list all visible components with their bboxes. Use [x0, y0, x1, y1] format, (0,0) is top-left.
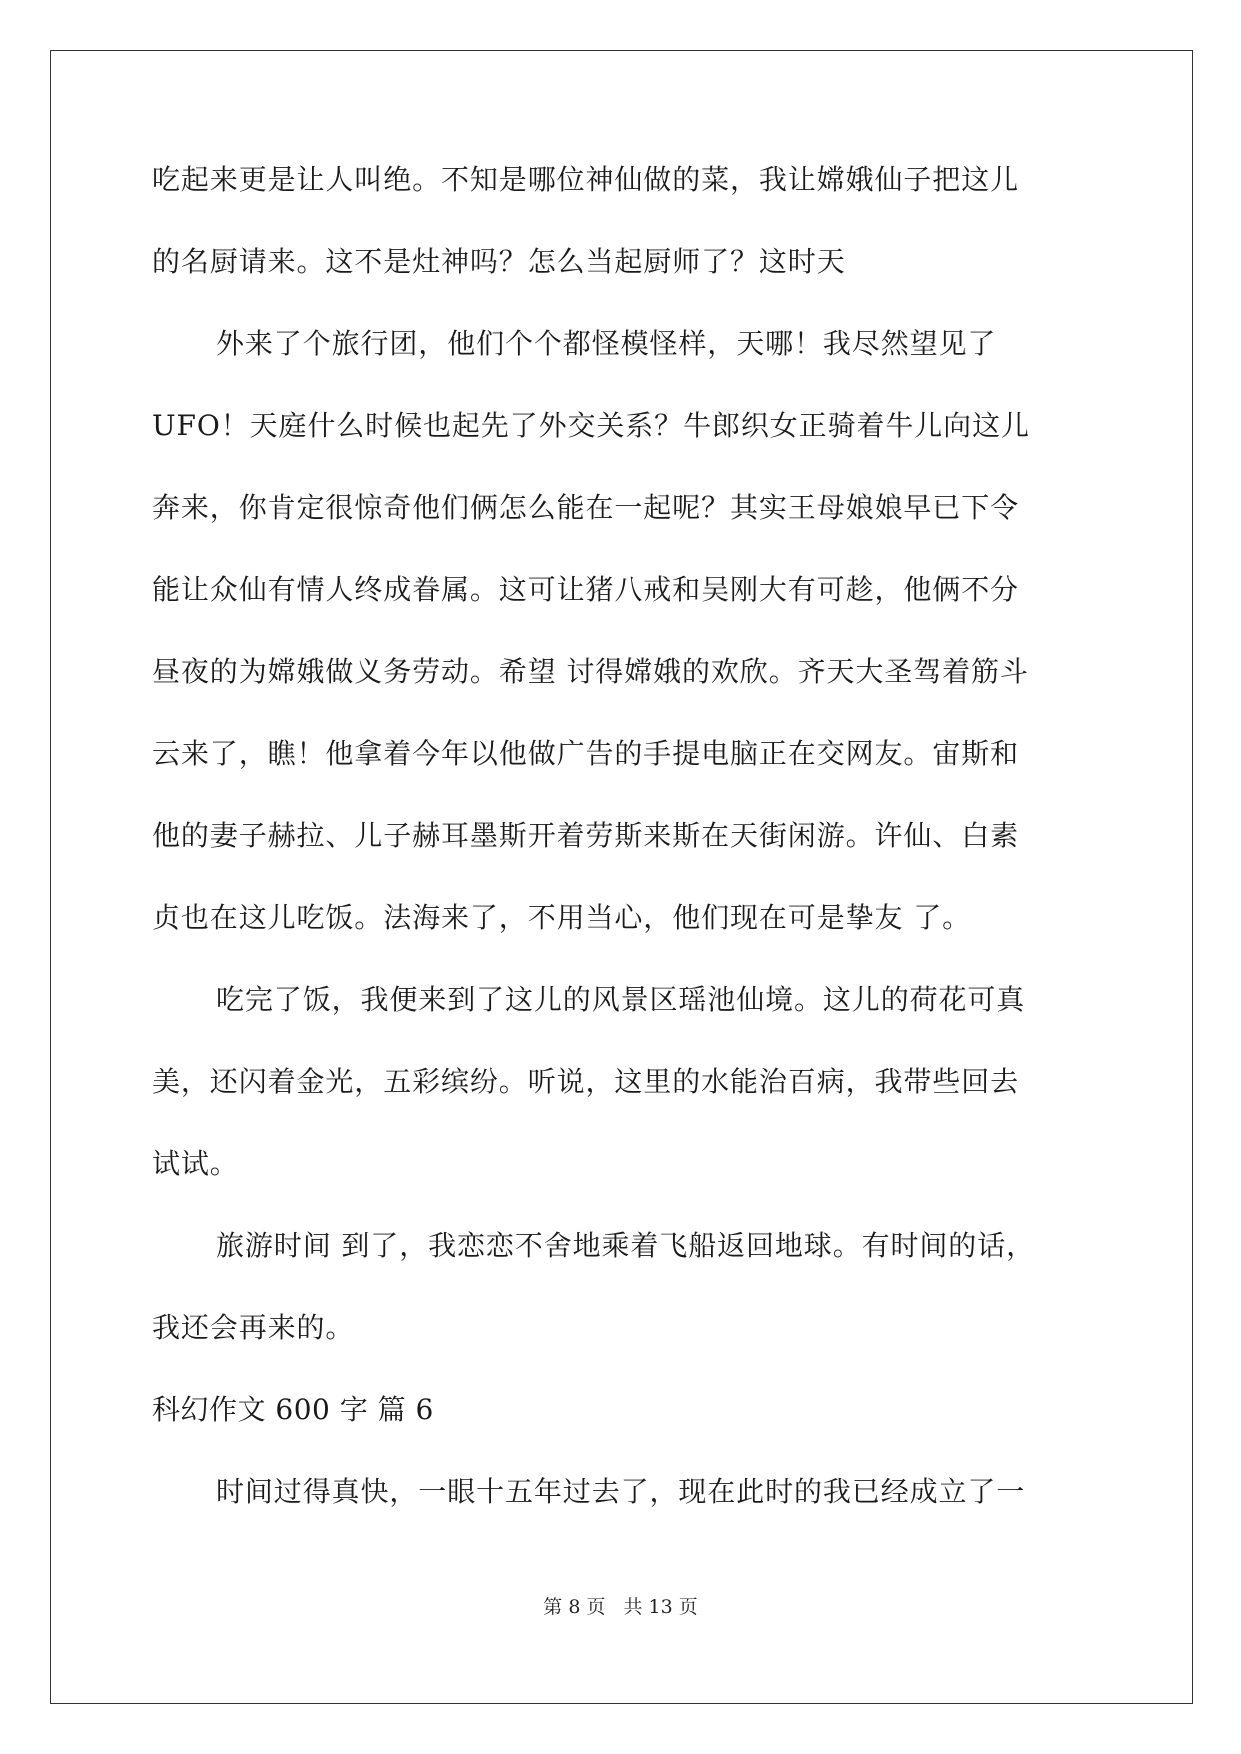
text-line: 他的妻子赫拉、儿子赫耳墨斯开着劳斯来斯在天街闲游。许仙、白素: [152, 819, 1020, 852]
paragraph-start: 吃完了饭，我便来到了这儿的风景区瑶池仙境。这儿的荷花可真: [216, 983, 1026, 1016]
page-number: 第 8 页: [543, 1596, 606, 1618]
text-line: 我还会再来的。: [152, 1311, 355, 1344]
text-line: 昼夜的为嫦娥做义务劳动。希望 讨得嫦娥的欢欣。齐天大圣驾着筋斗: [152, 655, 1029, 688]
section-heading: 科幻作文 600 字 篇 6: [152, 1393, 434, 1426]
text-line: 试试。: [152, 1147, 239, 1180]
text-line: 贞也在这儿吃饭。法海来了，不用当心，他们现在可是挚友 了。: [152, 901, 972, 934]
paragraph-start: 旅游时间 到了，我恋恋不舍地乘着飞船返回地球。有时间的话，: [216, 1229, 1036, 1262]
text-line: 奔来，你肯定很惊奇他们俩怎么能在一起呢？其实王母娘娘早已下令: [152, 491, 1020, 524]
paragraph-start: 时间过得真快，一眼十五年过去了，现在此时的我已经成立了一: [216, 1475, 1026, 1508]
text-line: 美，还闪着金光，五彩缤纷。听说，这里的水能治百病，我带些回去: [152, 1065, 1020, 1098]
text-line: 吃起来更是让人叫绝。不知是哪位神仙做的菜，我让嫦娥仙子把这儿: [152, 163, 1020, 196]
text-line: UFO！天庭什么时候也起先了外交关系？牛郎织女正骑着牛儿向这儿: [152, 409, 1030, 442]
total-pages: 共 13 页: [623, 1596, 698, 1618]
text-line: 云来了，瞧！他拿着今年以他做广告的手提电脑正在交网友。宙斯和: [152, 737, 1020, 770]
page-footer: [0, 1596, 1241, 1618]
text-line: 能让众仙有情人终成眷属。这可让猪八戒和吴刚大有可趁，他俩不分: [152, 573, 1020, 606]
paragraph-start: 外来了个旅行团，他们个个都怪模怪样，天哪！我尽然望见了: [216, 327, 997, 360]
text-line: 的名厨请来。这不是灶神吗？怎么当起厨师了？这时天: [152, 245, 846, 278]
document-body: [152, 165, 1092, 1559]
